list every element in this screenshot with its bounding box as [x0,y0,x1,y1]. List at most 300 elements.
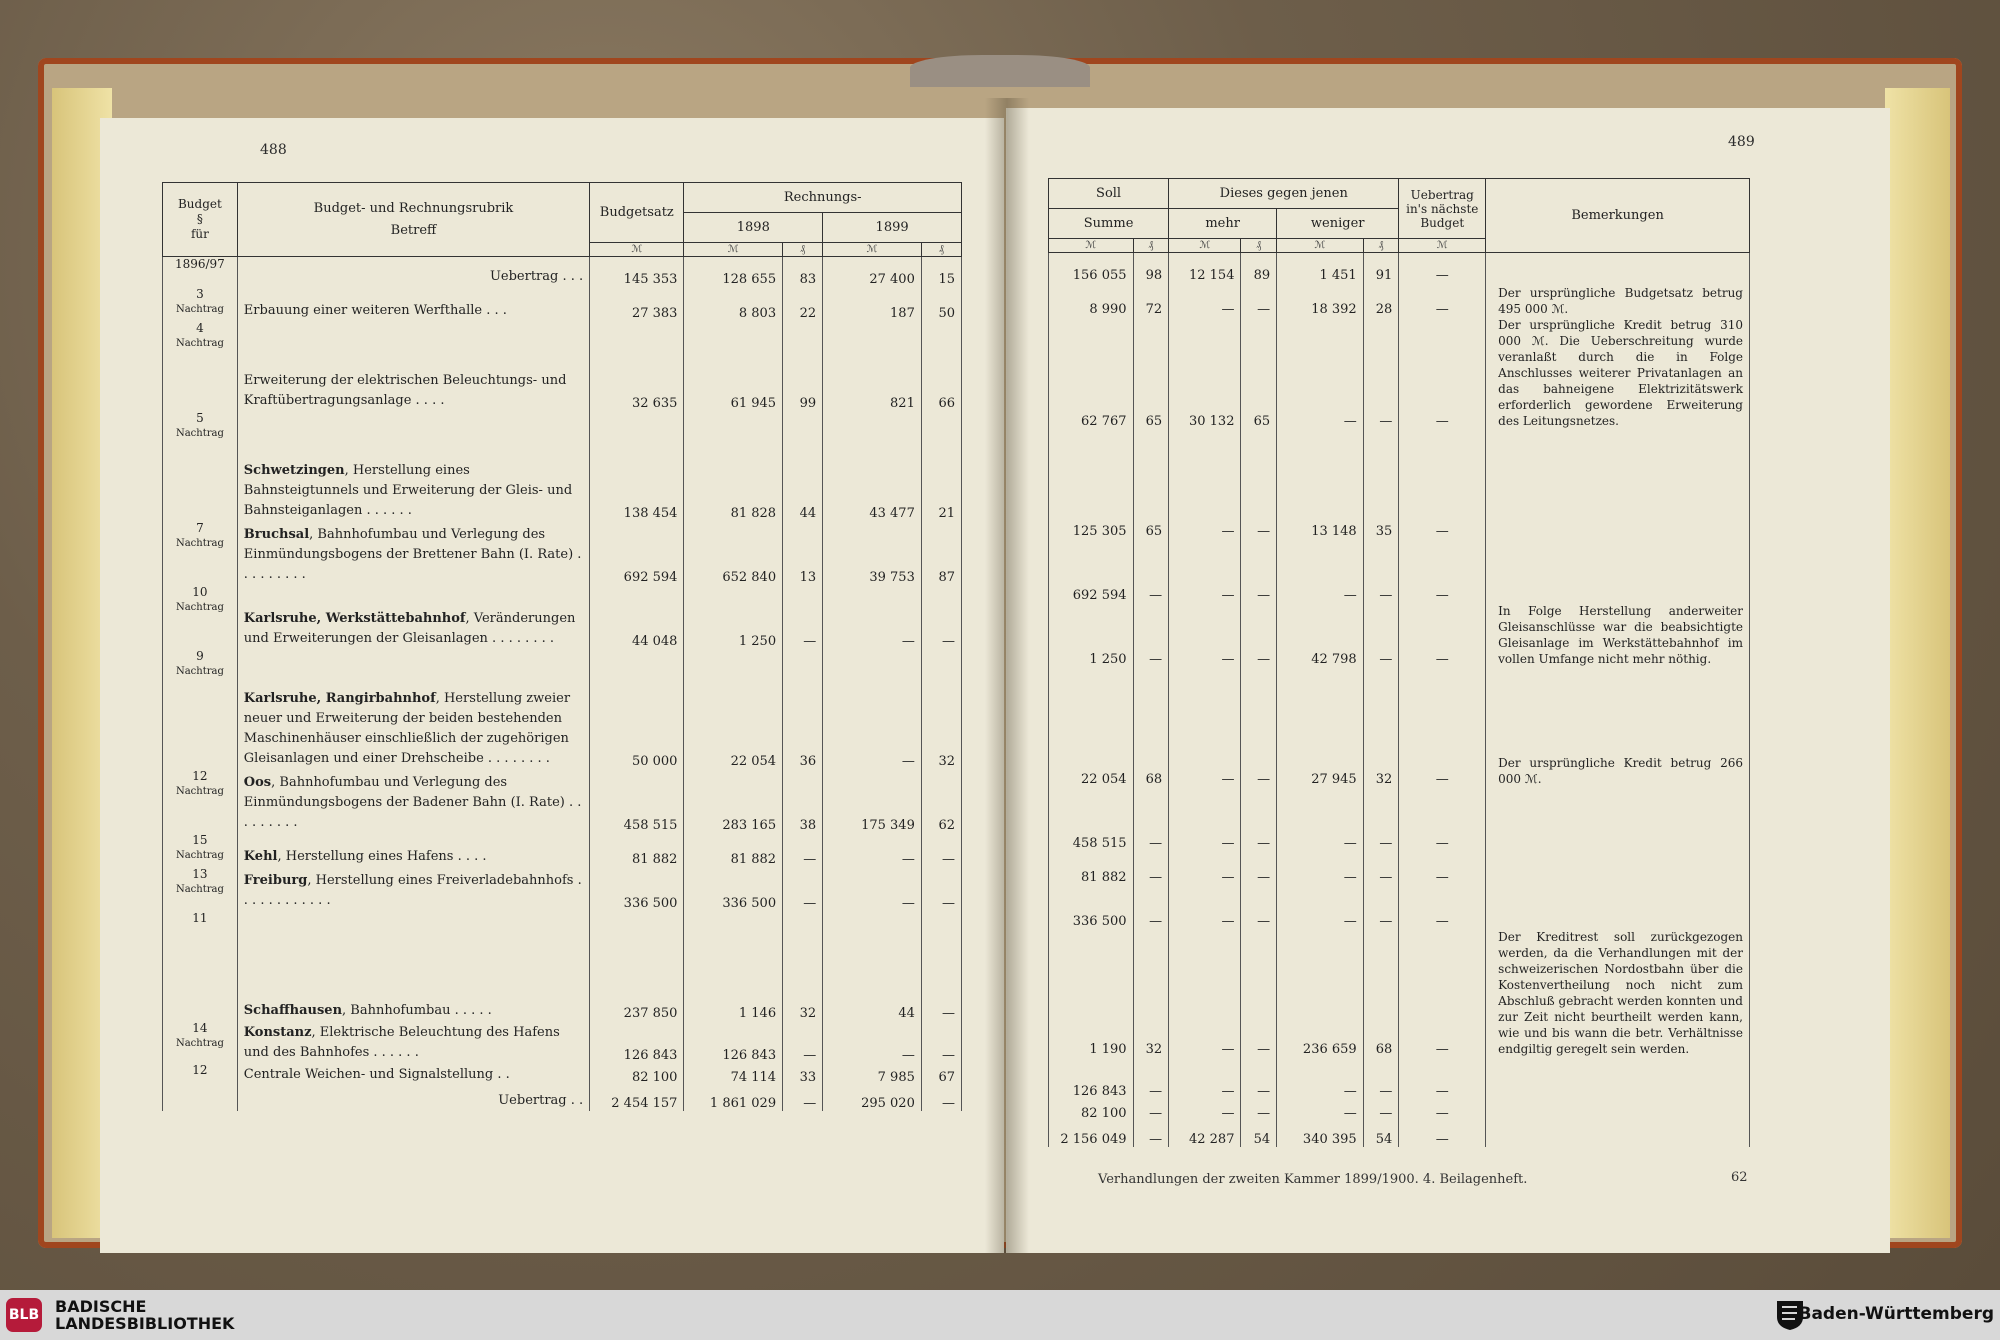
cell-1898-mark: 22 054 [684,649,783,769]
table-row [163,649,962,769]
table-row [163,769,962,833]
cell-remark [1486,539,1750,603]
cell-1899-mark: 187 [823,287,922,321]
budget-ref [163,411,238,521]
unit-mark: ℳ [1049,239,1134,253]
unit-mark: ℳ [684,243,783,257]
col-rechnung: Rechnungs- [684,183,962,213]
place-name: Karlsruhe, Rangirbahnhof [243,690,436,706]
cell-budgetsatz: 145 353 [590,257,684,287]
cell-soll-mark: 336 500 [1049,885,1134,929]
cell-mehr-mark: 30 132 [1169,317,1241,429]
description-text: Erweiterung der elektrischen Beleuchtungs- und Kraftübertragungsanlage . . . . [243,372,567,408]
cell-1899-mark: 43 477 [823,411,922,521]
cell-1898-mark: 74 114 [684,1063,783,1085]
budget-ref [163,1063,238,1085]
cell-1898-pf: 13 [783,521,823,585]
cell-1898-mark: 652 840 [684,521,783,585]
cell-soll-pf: — [1133,1057,1169,1099]
row-description [237,1021,589,1063]
cell-1898-mark: 8 803 [684,287,783,321]
cell-weniger-mark: — [1277,1057,1364,1099]
budget-ref-sub: Nachtrag [175,883,224,895]
table-row [1049,429,1750,539]
cell-1899-mark: 39 753 [823,521,922,585]
col-bemerkungen: Bemerkungen [1486,179,1750,253]
budget-ref-number: 11 [192,910,208,925]
col-mehr: mehr [1169,209,1277,239]
cell-1898-pf: — [783,833,823,867]
book-gutter [985,98,1029,1253]
cell-soll-pf: — [1133,539,1169,603]
cell-weniger-pf: 35 [1363,429,1399,539]
row-description [237,833,589,867]
row-description [237,1085,589,1111]
table-row [163,833,962,867]
row-description [237,321,589,411]
cell-1898-pf: 33 [783,1063,823,1085]
cell-weniger-pf: 68 [1363,929,1399,1057]
hdr-budget-next: Budget [1420,215,1465,230]
cell-mehr-mark: — [1169,929,1241,1057]
cell-weniger-pf: — [1363,1057,1399,1099]
budget-ref-sub: Nachtrag [175,785,224,797]
cell-weniger-pf: — [1363,603,1399,667]
cell-weniger-mark: 1 451 [1277,253,1364,283]
unit-pf: ₰ [921,243,961,257]
cell-1899-pf: 67 [921,1063,961,1085]
budget-ref-sub: Nachtrag [175,665,224,677]
description-text: Erbauung einer weiteren Werfthalle . . . [243,302,507,318]
cell-soll-mark: 1 190 [1049,929,1134,1057]
description-text: , Bahnhofumbau und Verlegung des Einmündungsbogens der Brettener Bahn (I. Rate) . . . . . . . . . [243,526,582,582]
cell-1898-pf: 38 [783,769,823,833]
budget-ref-sub: Nachtrag [175,601,224,613]
cell-mehr-pf: — [1241,603,1277,667]
table-row [163,287,962,321]
hdr-rubrik: Budget- und Rechnungsrubrik [313,200,514,216]
col-budget [163,183,238,257]
table-row [1049,787,1750,851]
cell-budgetsatz: 692 594 [590,521,684,585]
cell-1899-mark: 295 020 [823,1085,922,1111]
cell-weniger-pf: 91 [1363,253,1399,283]
unit-mark: ℳ [1277,239,1364,253]
cell-soll-pf: — [1133,1099,1169,1121]
cell-1898-mark: 1 861 029 [684,1085,783,1111]
cell-soll-mark: 692 594 [1049,539,1134,603]
unit-pf: ₰ [1133,239,1169,253]
library-name-line1: BADISCHE [55,1297,147,1316]
budget-ref-number: 1896/97 [174,257,225,271]
cell-soll-pf: 72 [1133,283,1169,317]
cell-budgetsatz: 458 515 [590,769,684,833]
cell-soll-mark: 82 100 [1049,1099,1134,1121]
unit-mark: ℳ [1169,239,1241,253]
table-row [163,321,962,411]
cell-remark [1486,851,1750,885]
place-name: Karlsruhe, Werkstättebahnhof [243,610,466,626]
library-name[interactable] [55,1298,234,1332]
cell-1898-mark: 128 655 [684,257,783,287]
cell-1899-mark: 821 [823,321,922,411]
table-row [163,521,962,585]
table-row [1049,851,1750,885]
table-row [163,867,962,911]
cell-soll-pf: 68 [1133,667,1169,787]
partner-logo-text[interactable]: Baden-Württemberg [1798,1304,1994,1324]
row-description [237,287,589,321]
cell-1898-pf: 44 [783,411,823,521]
cell-soll-mark: 458 515 [1049,787,1134,851]
cell-1898-pf: — [783,585,823,649]
cell-1899-pf: 66 [921,321,961,411]
table-row [163,257,962,287]
cell-weniger-pf: — [1363,1099,1399,1121]
row-description [237,911,589,1021]
budget-ref-number: 12 [192,1062,208,1077]
cell-weniger-pf: 32 [1363,667,1399,787]
cell-1899-pf: 32 [921,649,961,769]
cell-mehr-pf: — [1241,667,1277,787]
description-text: Centrale Weichen- und Signalstellung . . [243,1066,510,1082]
cell-mehr-pf: — [1241,787,1277,851]
table-row [163,911,962,1021]
budget-ref-number: 14 [192,1020,208,1035]
description-text: , Veränderungen und Erweiterungen der Gleisanlagen . . . . . . . . [243,610,576,646]
page-edges-right [1885,88,1950,1238]
cell-weniger-mark: 340 395 [1277,1121,1364,1147]
cell-mehr-pf: — [1241,885,1277,929]
cell-remark [1486,787,1750,851]
cell-1899-mark: — [823,833,922,867]
budget-ref [163,585,238,649]
hdr-budget: Budget [177,197,222,211]
description-text: , Elektrische Beleuchtung des Hafens und des Bahnhofes . . . . . . [243,1024,560,1060]
cell-soll-mark: 126 843 [1049,1057,1134,1099]
cell-weniger-mark: 18 392 [1277,283,1364,317]
description-text: , Herstellung zweier neuer und Erweiterung der beiden bestehenden Maschinenhäuser einschließlich der zugehörigen Gleisanlagen und einer Drehscheibe . . . . . . . . [243,690,571,766]
table-row [1049,317,1750,429]
cell-1899-pf: — [921,585,961,649]
cell-remark: In Folge Herstellung anderweiter Gleisanschlüsse war die beabsichtigte Gleisanlage im Werkstättebahnhof im vollen Umfange nicht mehr nöthig. [1486,603,1750,667]
library-name-line2: LANDESBIBLIOTHEK [55,1314,235,1333]
cell-mehr-mark: 12 154 [1169,253,1241,283]
cell-weniger-pf: — [1363,539,1399,603]
cell-weniger-mark: 27 945 [1277,667,1364,787]
cell-mehr-mark: — [1169,1057,1241,1099]
budget-ref-number: 4 [196,320,204,335]
place-name: Kehl [243,848,278,864]
cell-mehr-pf: — [1241,539,1277,603]
row-description [237,769,589,833]
cell-mehr-pf: — [1241,851,1277,885]
place-name: Schwetzingen [243,462,345,478]
budget-ref-number: 13 [192,866,208,881]
cell-1899-mark: 175 349 [823,769,922,833]
unit-mark: ℳ [590,243,684,257]
cell-uebertrag: — [1399,1121,1486,1147]
cell-1898-pf: 99 [783,321,823,411]
cell-weniger-pf: — [1363,885,1399,929]
table-row [1049,667,1750,787]
place-name: Konstanz [243,1024,312,1040]
table-row [1049,885,1750,929]
table-row [163,1085,962,1111]
cell-1898-pf: 36 [783,649,823,769]
cell-soll-pf: 32 [1133,929,1169,1057]
cell-weniger-mark: — [1277,851,1364,885]
right-page-number: 489 [1728,134,1755,150]
budget-ref-sub: Nachtrag [175,303,224,315]
cell-budgetsatz: 27 383 [590,287,684,321]
cell-mehr-pf: — [1241,1057,1277,1099]
cell-mehr-mark: — [1169,539,1241,603]
col-year-1898: 1898 [684,213,823,243]
col-dieses-gegen-jenen: Dieses gegen jenen [1169,179,1399,209]
cell-mehr-pf: 65 [1241,317,1277,429]
cell-budgetsatz: 82 100 [590,1063,684,1085]
table-row [163,585,962,649]
budget-ref [163,867,238,911]
cell-uebertrag: — [1399,253,1486,283]
cell-1898-pf: — [783,1085,823,1111]
row-description [237,521,589,585]
cell-1899-pf: — [921,911,961,1021]
cell-1899-mark: 27 400 [823,257,922,287]
row-description [237,867,589,911]
cell-uebertrag: — [1399,929,1486,1057]
table-row [1049,539,1750,603]
right-ledger-table [1048,178,1750,1147]
cell-1898-mark: 1 250 [684,585,783,649]
col-uebertrag [1399,179,1486,239]
table-row [1049,1057,1750,1099]
row-description [237,257,589,287]
cell-remark: Der ursprüngliche Budgetsatz betrug 495 000 ℳ. [1486,283,1750,317]
cell-uebertrag: — [1399,539,1486,603]
cell-1899-mark: — [823,649,922,769]
budget-ref-sub: Nachtrag [175,337,224,349]
place-name: Oos [243,774,272,790]
cell-mehr-pf: — [1241,429,1277,539]
cell-weniger-mark: — [1277,787,1364,851]
cell-uebertrag: — [1399,603,1486,667]
cell-mehr-mark: — [1169,787,1241,851]
cell-1899-mark: — [823,867,922,911]
budget-ref [163,1021,238,1063]
cell-1899-pf: — [921,1021,961,1063]
description-text: , Herstellung eines Hafens . . . . [277,848,487,864]
cell-weniger-pf: 54 [1363,1121,1399,1147]
budget-ref-number: 12 [192,768,208,783]
budget-ref-sub: Nachtrag [175,849,224,861]
budget-ref-number: 7 [196,520,204,535]
cell-1899-pf: — [921,867,961,911]
cell-mehr-pf: — [1241,283,1277,317]
blb-logo-icon[interactable]: BLB [6,1298,42,1332]
cell-weniger-pf: — [1363,787,1399,851]
place-name: Bruchsal [243,526,310,542]
cell-1899-mark: 7 985 [823,1063,922,1085]
cell-remark [1486,1057,1750,1099]
cell-1898-mark: 1 146 [684,911,783,1021]
cell-1898-mark: 126 843 [684,1021,783,1063]
budget-ref [163,833,238,867]
cell-1898-mark: 81 828 [684,411,783,521]
budget-ref-sub: Nachtrag [175,1037,224,1049]
col-weniger: weniger [1277,209,1399,239]
cell-mehr-mark: 42 287 [1169,1121,1241,1147]
cell-1898-mark: 336 500 [684,867,783,911]
cell-1898-mark: 81 882 [684,833,783,867]
description-text: , Bahnhofumbau . . . . . [342,1002,492,1018]
table-row [1049,253,1750,283]
cell-1898-mark: 283 165 [684,769,783,833]
unit-pf: ₰ [1363,239,1399,253]
cell-soll-mark: 2 156 049 [1049,1121,1134,1147]
cell-mehr-pf: 89 [1241,253,1277,283]
row-description [237,585,589,649]
cell-1898-mark: 61 945 [684,321,783,411]
table-row [163,1063,962,1085]
budget-ref [163,911,238,1021]
cell-uebertrag: — [1399,429,1486,539]
cell-1899-pf: 21 [921,411,961,521]
description-text: , Herstellung eines Freiverladebahnhofs . . . . . . . . . . . . [243,872,582,908]
cell-mehr-mark: — [1169,603,1241,667]
cell-1898-pf: — [783,867,823,911]
col-year-1899: 1899 [823,213,962,243]
hdr-fuer: für [190,227,209,241]
budget-ref [163,321,238,411]
cell-budgetsatz: 50 000 [590,649,684,769]
budget-ref [163,257,238,287]
cell-remark [1486,253,1750,283]
hdr-betreff: Betreff [390,222,437,238]
left-ledger-table [162,182,962,1111]
table-row [163,1021,962,1063]
cell-weniger-mark: — [1277,885,1364,929]
cell-soll-mark: 81 882 [1049,851,1134,885]
cell-weniger-mark: 42 798 [1277,603,1364,667]
cell-mehr-pf: — [1241,1099,1277,1121]
cell-1898-pf: 83 [783,257,823,287]
budget-ref [163,649,238,769]
cell-weniger-pf: — [1363,317,1399,429]
col-summe: Summe [1049,209,1169,239]
table-row [163,411,962,521]
cell-budgetsatz: 44 048 [590,585,684,649]
cell-weniger-pf: 28 [1363,283,1399,317]
cell-1899-pf: — [921,1085,961,1111]
col-budgetsatz: Budgetsatz [590,183,684,243]
place-name: Schaffhausen [243,1002,343,1018]
description-text: , Bahnhofumbau und Verlegung des Einmündungsbogens der Badener Bahn (I. Rate) . . . . . . . . . [243,774,582,830]
cell-budgetsatz: 2 454 157 [590,1085,684,1111]
cell-soll-pf: — [1133,851,1169,885]
cell-budgetsatz: 32 635 [590,321,684,411]
cell-mehr-mark: — [1169,851,1241,885]
budget-ref [163,1085,238,1111]
cell-uebertrag: — [1399,885,1486,929]
cell-uebertrag: — [1399,283,1486,317]
table-row [1049,603,1750,667]
cell-remark [1486,885,1750,929]
cell-soll-pf: 65 [1133,429,1169,539]
unit-mark: ℳ [1399,239,1486,253]
cell-remark: Der ursprüngliche Kredit betrug 310 000 ℳ. Die Ueberschreitung wurde veranlaßt durch die in Folge Anschlusses weiterer Privatanlagen an das bahneigene Elektrizitätswerk erforderlich gewordene Erweiterung des Leitungsnetzes. [1486,317,1750,429]
cell-1899-pf: 62 [921,769,961,833]
hdr-uebertrag: Uebertrag [1410,187,1474,202]
col-soll: Soll [1049,179,1169,209]
sheet-number: 62 [1731,1170,1748,1185]
budget-ref-number: 10 [192,584,208,599]
cell-uebertrag: — [1399,667,1486,787]
budget-ref-number: 3 [196,286,204,301]
table-row [1049,283,1750,317]
cell-budgetsatz: 336 500 [590,867,684,911]
description-text: Uebertrag . . . [489,268,584,284]
table-row [1049,929,1750,1057]
row-description [237,1063,589,1085]
unit-pf: ₰ [1241,239,1277,253]
cell-uebertrag: — [1399,1099,1486,1121]
budget-ref [163,521,238,585]
page-footer: Verhandlungen der zweiten Kammer 1899/1900. 4. Beilagenheft. [1098,1172,1528,1187]
budget-ref-sub: Nachtrag [175,537,224,549]
cell-budgetsatz: 138 454 [590,411,684,521]
budget-ref-number: 15 [192,832,208,847]
row-description [237,411,589,521]
cell-weniger-mark: 236 659 [1277,929,1364,1057]
budget-ref [163,769,238,833]
cell-remark [1486,1099,1750,1121]
table-row [1049,1099,1750,1121]
cell-soll-pf: — [1133,787,1169,851]
cell-uebertrag: — [1399,1057,1486,1099]
cell-uebertrag: — [1399,317,1486,429]
cell-soll-pf: — [1133,885,1169,929]
cell-budgetsatz: 126 843 [590,1021,684,1063]
cell-soll-pf: — [1133,1121,1169,1147]
cell-1899-mark: — [823,585,922,649]
cell-remark: Der ursprüngliche Kredit betrug 266 000 ℳ. [1486,667,1750,787]
cell-1899-pf: 15 [921,257,961,287]
cell-weniger-mark: — [1277,317,1364,429]
hdr-paragraph: § [196,212,203,226]
cell-soll-mark: 1 250 [1049,603,1134,667]
cell-mehr-pf: 54 [1241,1121,1277,1147]
row-description [237,649,589,769]
book-spine [910,55,1090,87]
description-text: Uebertrag . . [498,1092,584,1108]
cell-budgetsatz: 237 850 [590,911,684,1021]
cell-soll-pf: 98 [1133,253,1169,283]
cell-soll-pf: — [1133,603,1169,667]
cell-weniger-pf: — [1363,851,1399,885]
cell-1898-pf: — [783,1021,823,1063]
left-page-number: 488 [260,142,287,158]
cell-remark [1486,1121,1750,1147]
viewer-bottom-bar [0,1290,2000,1340]
cell-remark [1486,429,1750,539]
cell-soll-mark: 8 990 [1049,283,1134,317]
cell-uebertrag: — [1399,851,1486,885]
cell-mehr-mark: — [1169,885,1241,929]
cell-soll-mark: 22 054 [1049,667,1134,787]
cell-mehr-pf: — [1241,929,1277,1057]
